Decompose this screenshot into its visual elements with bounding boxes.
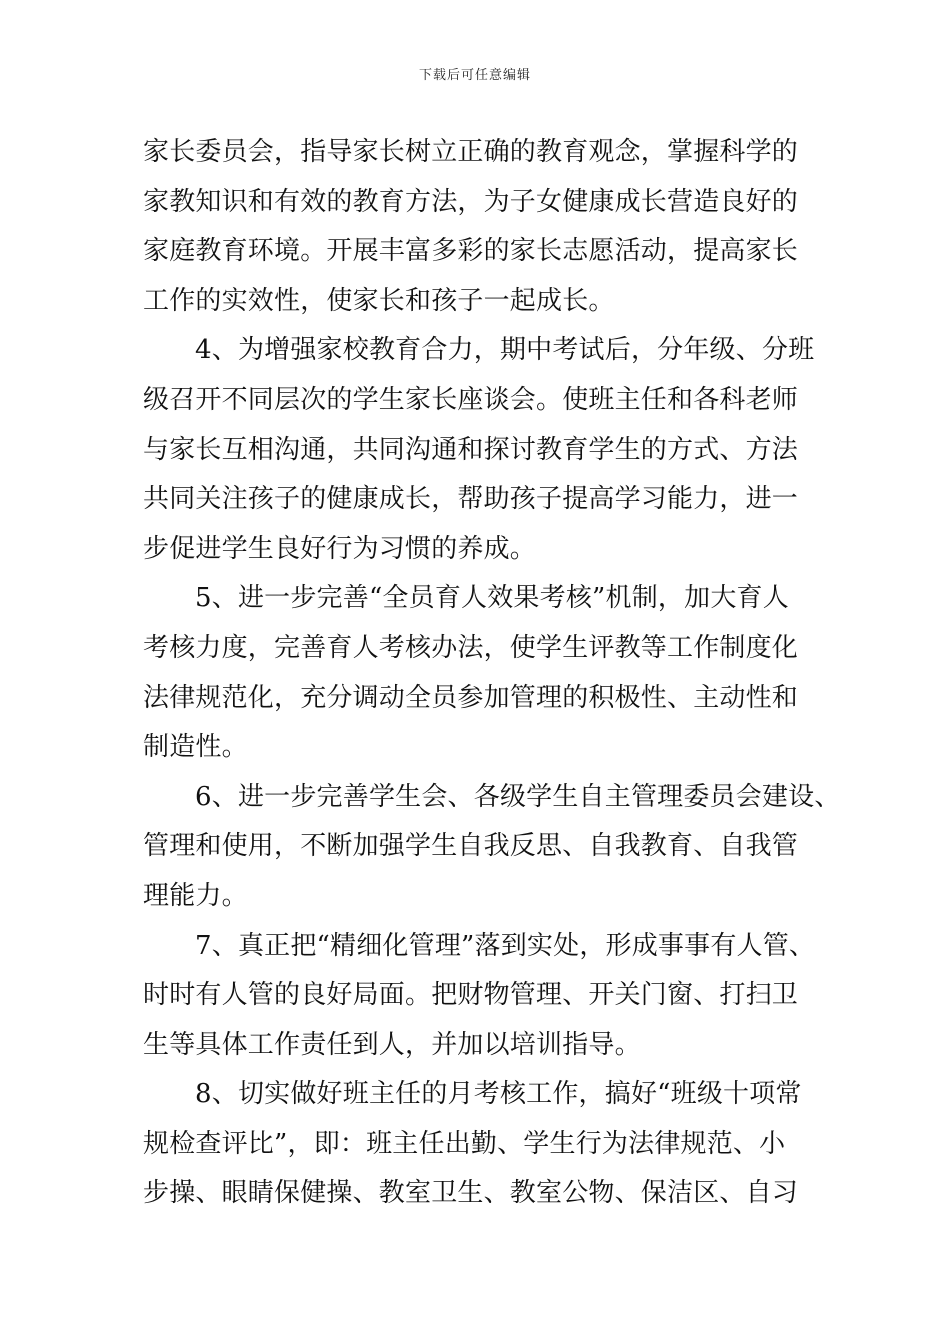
text-line: 理能力。 [143,880,248,911]
page-header: 下载后可任意编辑 [418,68,531,83]
text-line: 生等具体工作责任到人，并加以培训指导。 [143,1029,641,1060]
text-line: 时时有人管的良好局面。把财物管理、开关门窗、打扫卫 [143,980,799,1011]
text-line: 共同关注孩子的健康成长，帮助孩子提高学习能力，进一 [143,484,799,515]
text-line: 工作的实效性，使家长和孩子一起成长。 [143,285,615,316]
paragraph-first-line: 8、切实做好班主任的月考核工作，搞好“班级十项常 [195,1079,802,1110]
paragraph-first-line: 7、真正把“精细化管理”落到实处，形成事事有人管、 [195,930,816,961]
text-line: 管理和使用，不断加强学生自我反思、自我教育、自我管 [143,831,799,862]
text-line: 考核力度，完善育人考核办法，使学生评教等工作制度化 [143,632,799,663]
text-line: 家教知识和有效的教育方法，为子女健康成长营造良好的 [143,186,799,217]
paragraph-first-line: 4、为增强家校教育合力，期中考试后，分年级、分班 [195,335,815,366]
paragraph-first-line: 5、进一步完善“全员育人效果考核”机制，加大育人 [195,583,789,614]
text-line: 家长委员会，指导家长树立正确的教育观念，掌握科学的 [143,137,799,167]
text-line: 家庭教育环境。开展丰富多彩的家长志愿活动，提高家长 [143,236,799,267]
text-line: 规检查评比”，即：班主任出勤、学生行为法律规范、小 [143,1128,786,1159]
text-line: 法律规范化，充分调动全员参加管理的积极性、主动性和 [143,682,799,713]
text-line: 步操、眼睛保健操、教室卫生、教室公物、保洁区、自习 [143,1178,799,1209]
text-line: 级召开不同层次的学生家长座谈会。使班主任和各科老师 [143,384,799,415]
text-line: 与家长互相沟通，共同沟通和探讨教育学生的方式、方法 [143,434,799,465]
document-body [143,128,841,1219]
paragraph-first-line: 6、进一步完善学生会、各级学生自主管理委员会建设、 [195,781,841,812]
text-line: 制造性。 [143,732,248,763]
text-line: 步促进学生良好行为习惯的养成。 [143,533,537,564]
